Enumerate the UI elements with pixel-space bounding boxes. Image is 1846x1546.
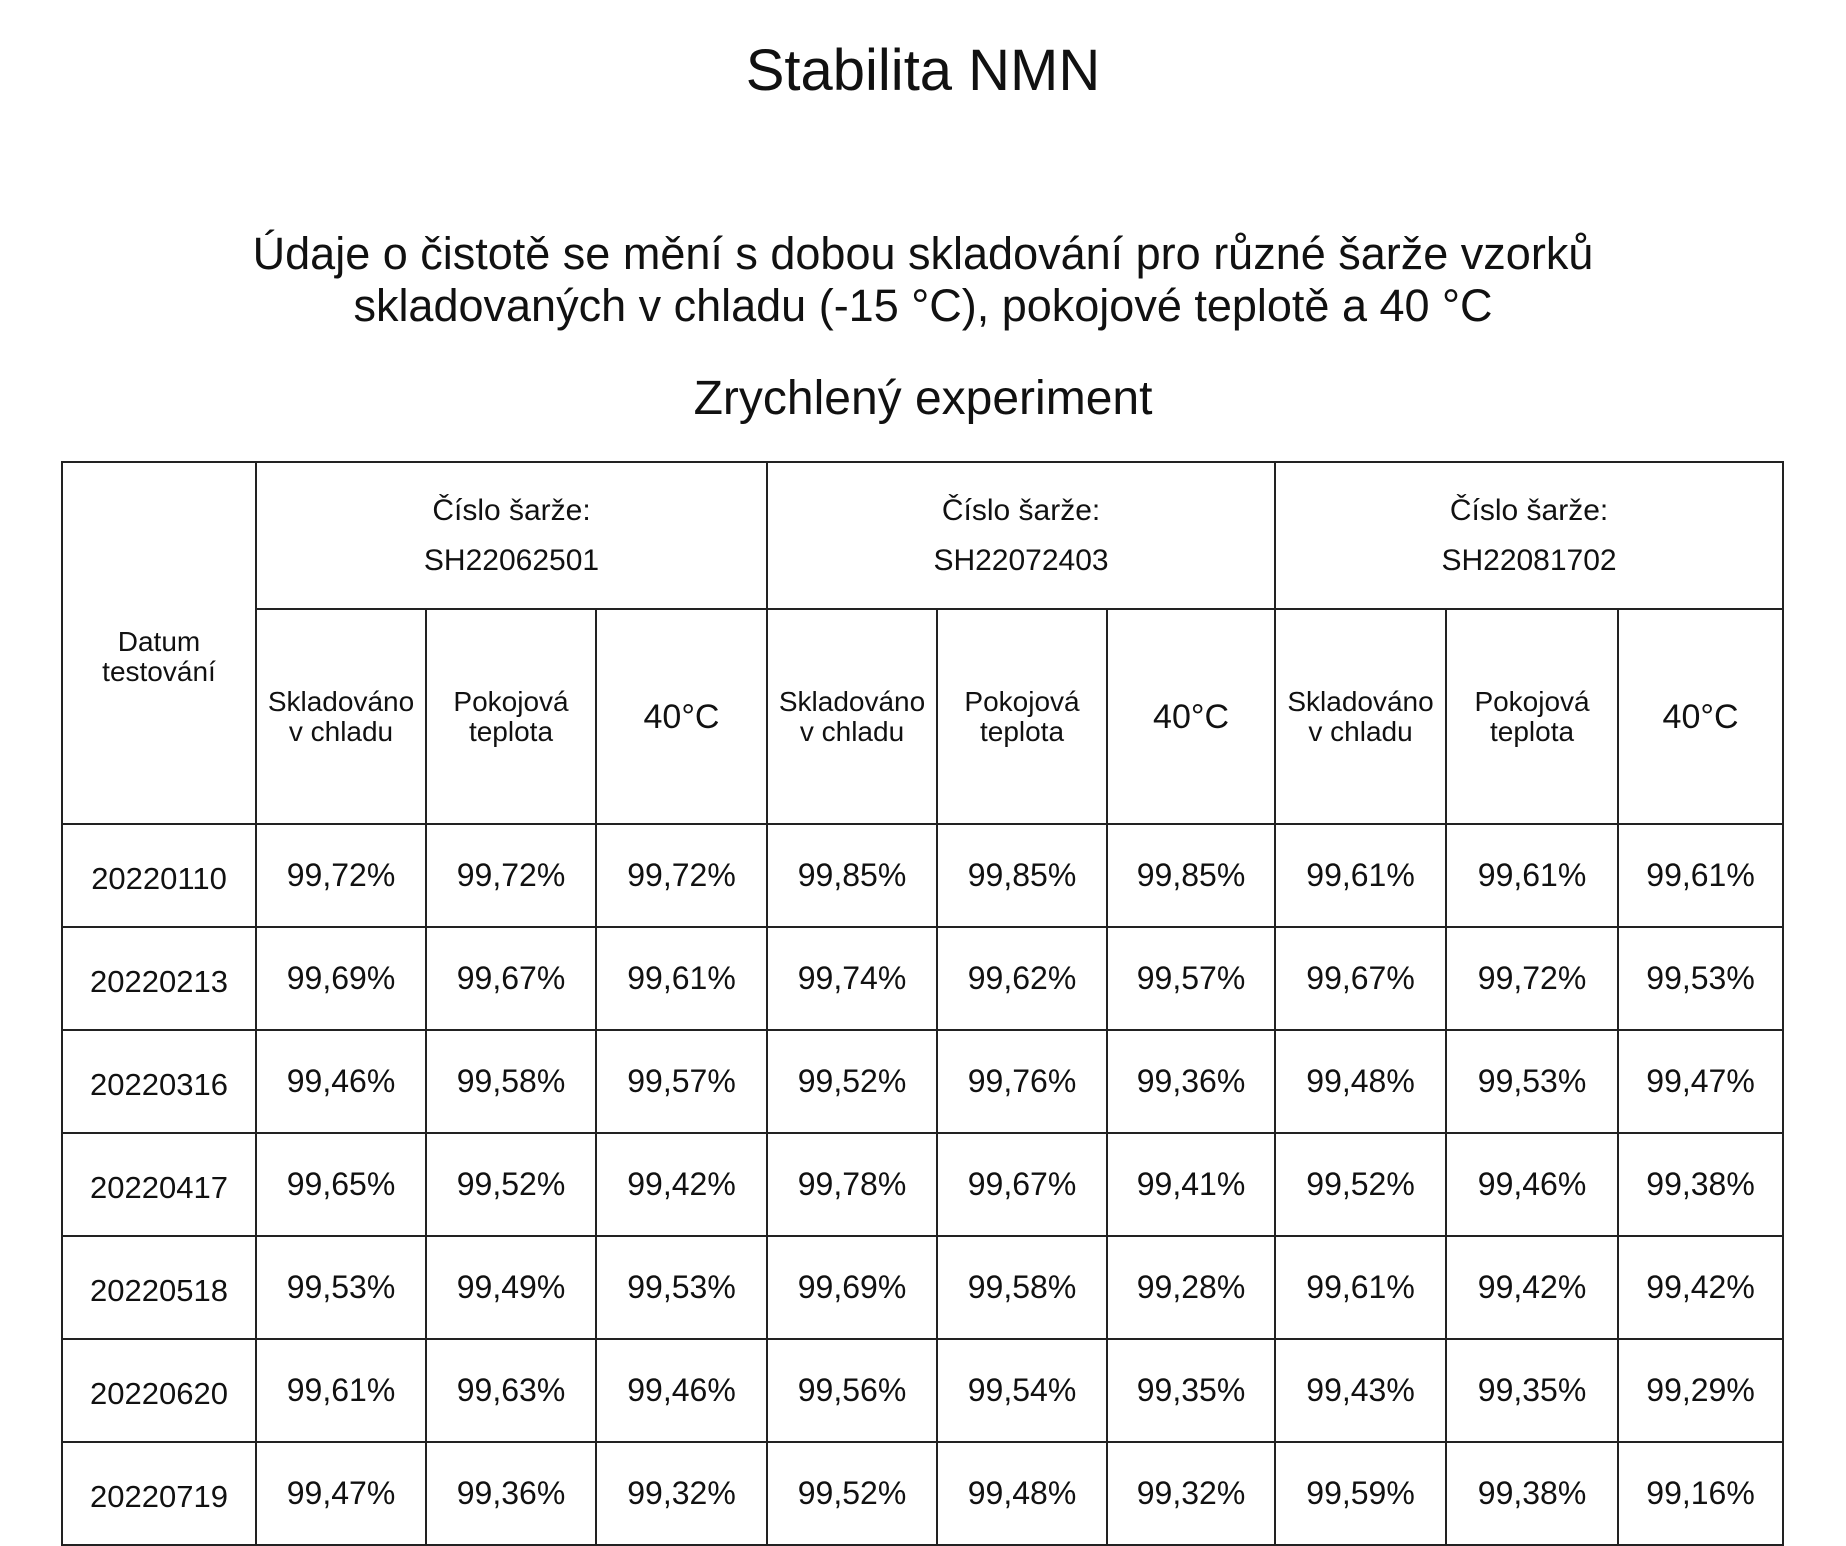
- table-header: [62, 462, 1783, 824]
- condition-header-cold: [256, 609, 426, 824]
- purity-cell: 99,61%: [596, 927, 767, 1030]
- condition-room-line-2: teplota: [979, 715, 1065, 747]
- purity-cell: 99,46%: [256, 1030, 426, 1133]
- purity-cell: 99,42%: [596, 1133, 767, 1236]
- batch-header-1: [256, 462, 767, 609]
- purity-cell: 99,47%: [1618, 1030, 1783, 1133]
- purity-cell: 99,49%: [426, 1236, 596, 1339]
- purity-cell: 99,52%: [426, 1133, 596, 1236]
- date-column-header: [62, 462, 256, 824]
- table-row: [62, 1236, 1783, 1339]
- purity-cell: 99,56%: [767, 1339, 937, 1442]
- condition-header-40c: 40°C: [1107, 609, 1275, 824]
- purity-cell: 99,65%: [256, 1133, 426, 1236]
- purity-cell: 99,42%: [1446, 1236, 1618, 1339]
- purity-cell: 99,61%: [1618, 824, 1783, 927]
- condition-header-room: [1446, 609, 1618, 824]
- purity-cell: 99,59%: [1275, 1442, 1446, 1545]
- purity-cell: 99,61%: [1446, 824, 1618, 927]
- condition-room-line-2: teplota: [468, 715, 554, 747]
- condition-header-cold: [1275, 609, 1446, 824]
- page-title: Stabilita NMN: [745, 38, 1101, 103]
- purity-cell: 99,74%: [767, 927, 937, 1030]
- batch-header-2: [767, 462, 1275, 609]
- purity-cell: 99,69%: [256, 927, 426, 1030]
- purity-cell: 99,41%: [1107, 1133, 1275, 1236]
- purity-cell: 99,63%: [426, 1339, 596, 1442]
- condition-cold-line-1: Skladováno: [1287, 685, 1434, 717]
- date-cell: 20220110: [62, 824, 256, 927]
- batch-header-3: [1275, 462, 1783, 609]
- purity-cell: 99,72%: [426, 824, 596, 927]
- condition-header-cold: [767, 609, 937, 824]
- subtitle-line-1: Údaje o čistotě se mění s dobou skladování pro různé šarže vzorků: [252, 228, 1594, 279]
- purity-cell: 99,72%: [256, 824, 426, 927]
- purity-cell: 99,52%: [767, 1442, 937, 1545]
- table-row: [62, 1030, 1783, 1133]
- purity-cell: 99,43%: [1275, 1339, 1446, 1442]
- date-cell: 20220518: [62, 1236, 256, 1339]
- condition-cold-line-2: v chladu: [1308, 715, 1413, 747]
- purity-cell: 99,58%: [426, 1030, 596, 1133]
- condition-header-room: [426, 609, 596, 824]
- purity-cell: 99,67%: [937, 1133, 1107, 1236]
- purity-cell: 99,62%: [937, 927, 1107, 1030]
- condition-cold-line-2: v chladu: [799, 715, 905, 747]
- purity-cell: 99,52%: [1275, 1133, 1446, 1236]
- batch-number: SH22062501: [423, 543, 600, 577]
- table-row: [62, 927, 1783, 1030]
- condition-header-40c: 40°C: [1618, 609, 1783, 824]
- purity-cell: 99,67%: [426, 927, 596, 1030]
- batch-header-row: [62, 462, 1783, 609]
- date-cell: 20220417: [62, 1133, 256, 1236]
- purity-cell: 99,67%: [1275, 927, 1446, 1030]
- stability-table: [61, 461, 1784, 1546]
- section-title: Zrychlený experiment: [693, 372, 1153, 425]
- condition-header-40c: 40°C: [596, 609, 767, 824]
- purity-cell: 99,29%: [1618, 1339, 1783, 1442]
- condition-cold-line-1: Skladováno: [267, 685, 415, 717]
- purity-cell: 99,48%: [937, 1442, 1107, 1545]
- table-row: [62, 1442, 1783, 1545]
- batch-number: SH22081702: [1441, 543, 1617, 577]
- table-body: [62, 824, 1783, 1545]
- batch-label: Číslo šarže:: [941, 493, 1101, 527]
- purity-cell: 99,38%: [1446, 1442, 1618, 1545]
- purity-cell: 99,38%: [1618, 1133, 1783, 1236]
- purity-cell: 99,78%: [767, 1133, 937, 1236]
- purity-cell: 99,47%: [256, 1442, 426, 1545]
- purity-cell: 99,48%: [1275, 1030, 1446, 1133]
- table-row: [62, 824, 1783, 927]
- condition-room-line-1: Pokojová: [1474, 685, 1590, 717]
- purity-cell: 99,53%: [1618, 927, 1783, 1030]
- condition-room-line-1: Pokojová: [453, 685, 569, 717]
- batch-number: SH22072403: [933, 543, 1109, 577]
- purity-cell: 99,32%: [596, 1442, 767, 1545]
- purity-cell: 99,57%: [1107, 927, 1275, 1030]
- table-row: [62, 1133, 1783, 1236]
- condition-room-line-2: teplota: [1489, 715, 1575, 747]
- subtitle-line-2: skladovaných v chladu (-15 °C), pokojové teplotě a 40 °C: [353, 280, 1493, 331]
- purity-cell: 99,52%: [767, 1030, 937, 1133]
- purity-cell: 99,61%: [1275, 824, 1446, 927]
- purity-cell: 99,54%: [937, 1339, 1107, 1442]
- purity-cell: 99,61%: [256, 1339, 426, 1442]
- purity-cell: 99,72%: [596, 824, 767, 927]
- date-cell: 20220620: [62, 1339, 256, 1442]
- purity-cell: 99,28%: [1107, 1236, 1275, 1339]
- purity-cell: 99,16%: [1618, 1442, 1783, 1545]
- batch-label: Číslo šarže:: [1449, 493, 1609, 527]
- condition-cold-line-2: v chladu: [288, 715, 394, 747]
- purity-cell: 99,42%: [1618, 1236, 1783, 1339]
- purity-cell: 99,46%: [596, 1339, 767, 1442]
- purity-cell: 99,35%: [1107, 1339, 1275, 1442]
- purity-cell: 99,85%: [937, 824, 1107, 927]
- purity-cell: 99,46%: [1446, 1133, 1618, 1236]
- condition-header-row: [62, 609, 1783, 824]
- batch-label: Číslo šarže:: [432, 493, 591, 527]
- purity-cell: 99,61%: [1275, 1236, 1446, 1339]
- subtitle: [0, 228, 1846, 332]
- purity-cell: 99,72%: [1446, 927, 1618, 1030]
- date-cell: 20220213: [62, 927, 256, 1030]
- purity-cell: 99,36%: [1107, 1030, 1275, 1133]
- condition-cold-line-1: Skladováno: [778, 685, 926, 717]
- purity-cell: 99,69%: [767, 1236, 937, 1339]
- purity-cell: 99,85%: [1107, 824, 1275, 927]
- condition-room-line-1: Pokojová: [964, 685, 1080, 717]
- purity-cell: 99,36%: [426, 1442, 596, 1545]
- date-cell: 20220719: [62, 1442, 256, 1545]
- purity-cell: 99,32%: [1107, 1442, 1275, 1545]
- date-header-line-1: Datum: [117, 626, 201, 657]
- condition-header-room: [937, 609, 1107, 824]
- purity-cell: 99,53%: [256, 1236, 426, 1339]
- table-row: [62, 1339, 1783, 1442]
- purity-cell: 99,35%: [1446, 1339, 1618, 1442]
- purity-cell: 99,85%: [767, 824, 937, 927]
- purity-cell: 99,76%: [937, 1030, 1107, 1133]
- date-header-line-2: testování: [102, 656, 216, 687]
- date-cell: 20220316: [62, 1030, 256, 1133]
- purity-cell: 99,57%: [596, 1030, 767, 1133]
- purity-cell: 99,53%: [1446, 1030, 1618, 1133]
- purity-cell: 99,58%: [937, 1236, 1107, 1339]
- purity-cell: 99,53%: [596, 1236, 767, 1339]
